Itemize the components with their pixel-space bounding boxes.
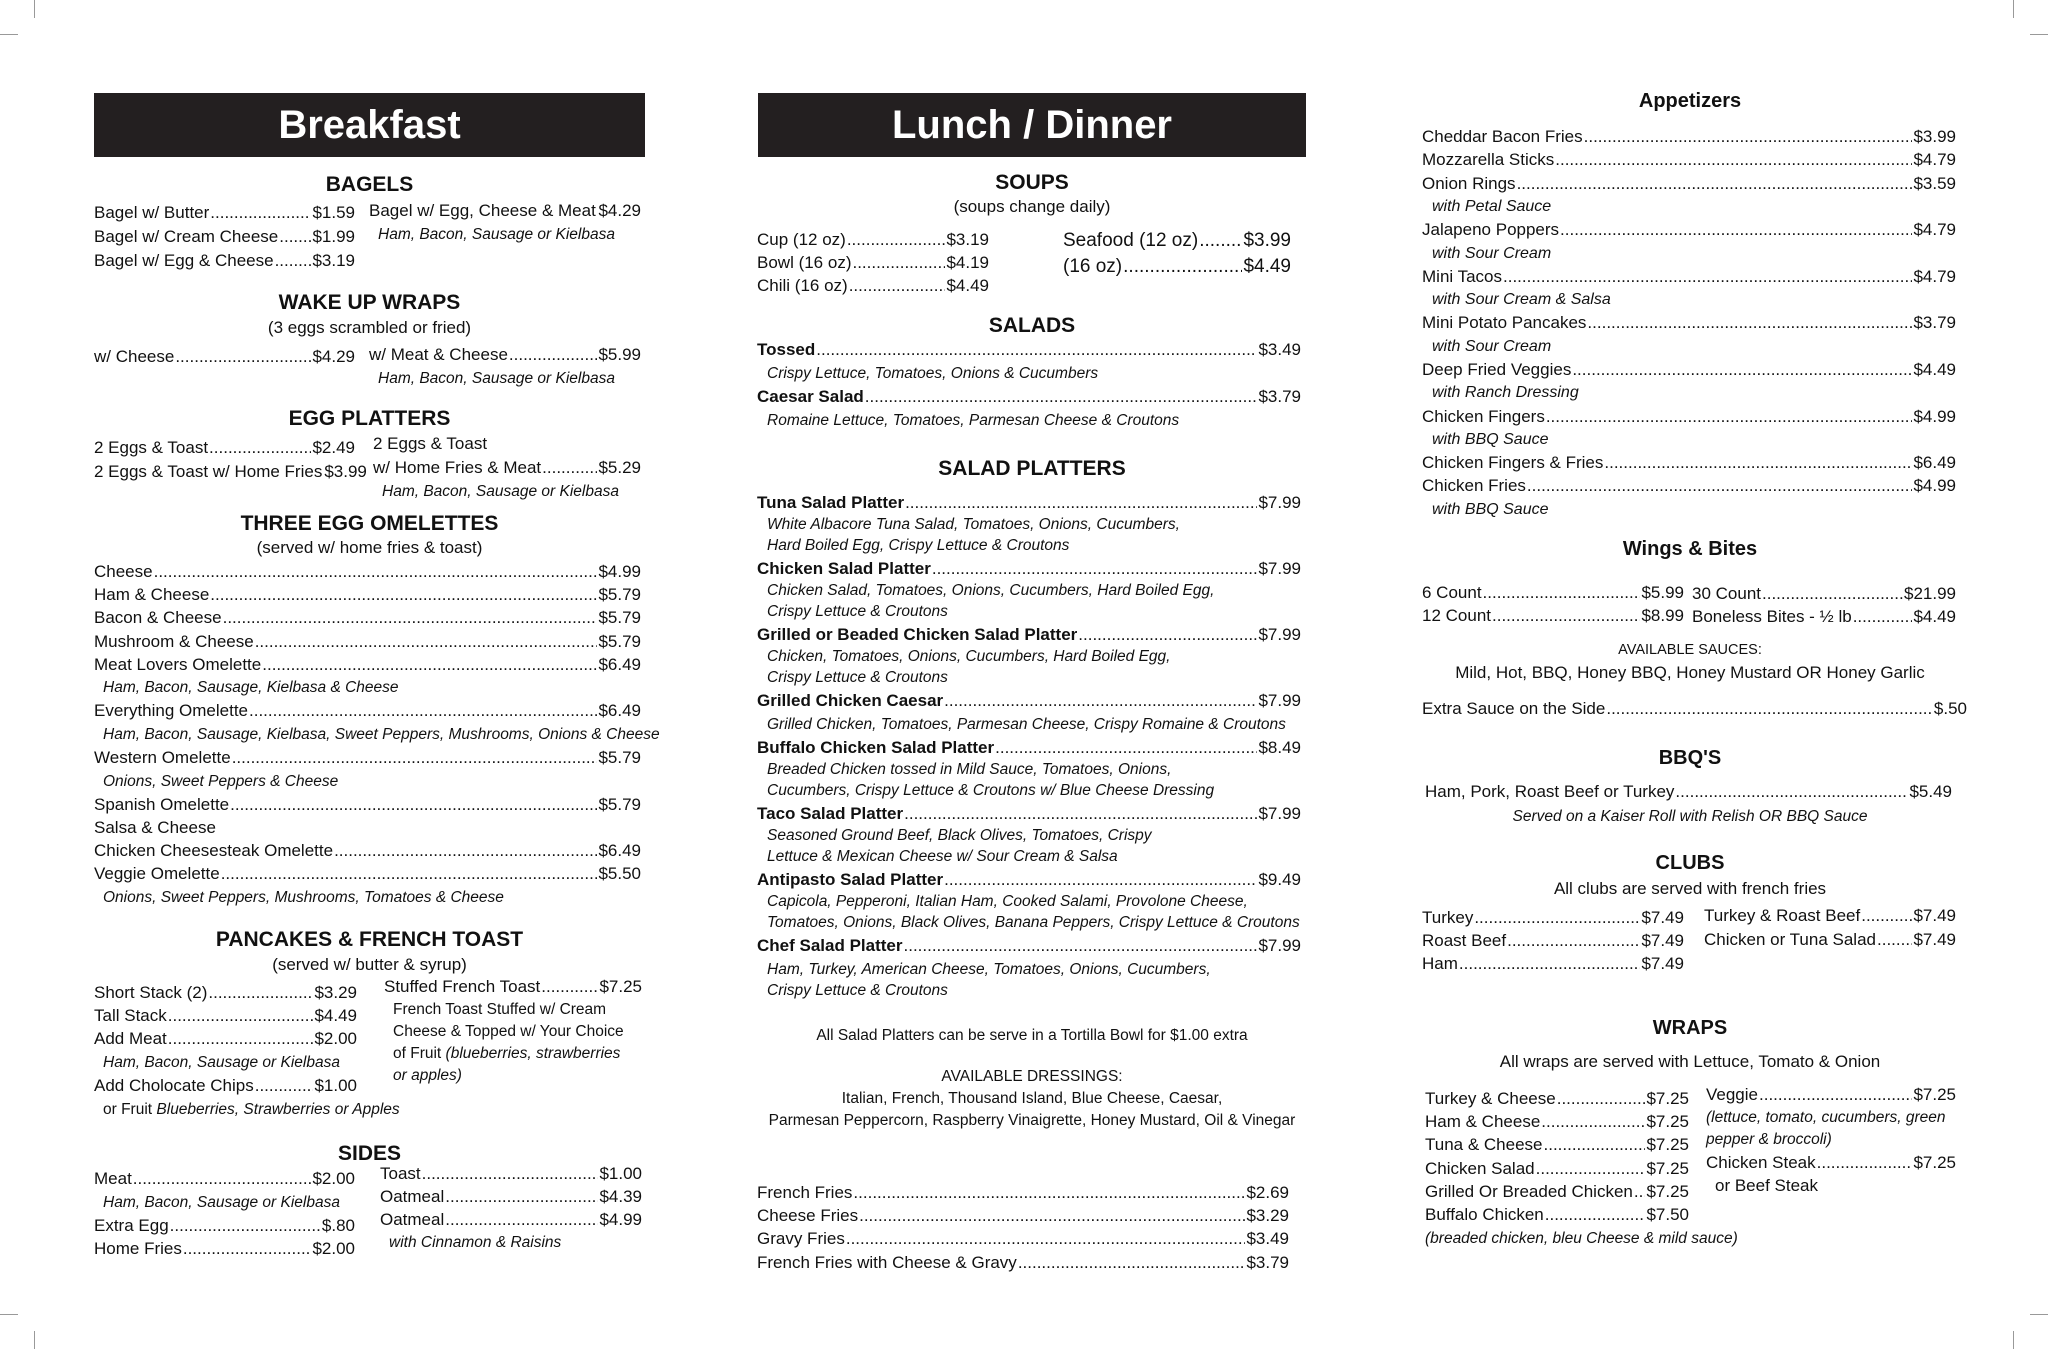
menu-item: Spanish Omelette ..... $5.79 [94, 794, 641, 816]
menu-item-line: Salsa & Cheese [94, 818, 216, 837]
menu-item: Add Cholocate Chips ..... $1.00 [94, 1075, 357, 1097]
menu-item: Add Meat ..... $2.00 [94, 1028, 357, 1050]
item-description: with Sour Cream & Salsa [1432, 291, 1611, 308]
menu-item: Turkey ..... $7.49 [1422, 907, 1684, 929]
menu-item: Chicken Salad Platter ..... $7.99 [757, 558, 1301, 580]
sauces-list: Mild, Hot, BBQ, Honey BBQ, Honey Mustard OR Honey Garlic [1455, 663, 1925, 682]
menu-item: Mozzarella Sticks ..... $4.79 [1422, 149, 1956, 171]
salads-title: SALADS [988, 314, 1076, 337]
menu-item: Buffalo Chicken Salad Platter ..... $8.49 [757, 737, 1301, 759]
item-description: Crispy Lettuce & Croutons [767, 669, 948, 686]
sauces-title: AVAILABLE SAUCES: [1618, 642, 1762, 658]
crop-mark [2013, 1331, 2014, 1349]
item-description: of Fruit (blueberries, strawberries [393, 1045, 621, 1062]
menu-item: Home Fries ..... $2.00 [94, 1238, 355, 1260]
menu-item: Extra Sauce on the Side ..... $.50 [1422, 698, 1967, 720]
menu-item: Ham ..... $7.49 [1422, 953, 1684, 975]
item-description: Ham, Bacon, Sausage, Kielbasa, Sweet Peppers, Mushrooms, Onions & Cheese [103, 726, 660, 743]
menu-item: 30 Count ..... $21.99 [1692, 583, 1956, 605]
menu-item: Chicken Fingers ..... $4.99 [1422, 406, 1956, 428]
menu-item: Veggie Omelette ..... $5.50 [94, 863, 641, 885]
menu-item: Bagel w/ Egg, Cheese & Meat ..... $4.29 [369, 200, 641, 222]
menu-item: w/ Cheese ..... $4.29 [94, 346, 355, 368]
item-description: Crispy Lettuce & Croutons [767, 603, 948, 620]
breakfast-title: Breakfast [278, 102, 461, 147]
menu-item: Chili (16 oz) ..... $4.49 [757, 275, 989, 297]
menu-item: Oatmeal ..... $4.39 [380, 1186, 642, 1208]
menu-item: Veggie ..... $7.25 [1706, 1084, 1956, 1106]
item-description: Crispy Lettuce & Croutons [767, 982, 948, 999]
item-description: Cheese & Topped w/ Your Choice [393, 1023, 624, 1040]
wraps-subtitle: (3 eggs scrambled or fried) [267, 318, 472, 337]
item-description: with Cinnamon & Raisins [389, 1234, 562, 1251]
soups-title: SOUPS [995, 171, 1069, 194]
crop-mark [2030, 34, 2048, 35]
omelettes-subtitle: (served w/ home fries & toast) [256, 538, 483, 557]
menu-item: Turkey & Roast Beef ..... $7.49 [1704, 905, 1956, 927]
item-description: Onions, Sweet Peppers & Cheese [103, 773, 339, 790]
menu-item: Roast Beef ..... $7.49 [1422, 930, 1684, 952]
item-description: Cucumbers, Crispy Lettuce & Croutons w/ Blue Cheese Dressing [767, 782, 1215, 799]
menu-item: Chef Salad Platter ..... $7.99 [757, 935, 1301, 957]
item-description: Tomatoes, Onions, Black Olives, Banana Peppers, Crispy Lettuce & Croutons [767, 914, 1300, 931]
item-description: Crispy Lettuce, Tomatoes, Onions & Cucumbers [767, 365, 1099, 382]
menu-item: Jalapeno Poppers ..... $4.79 [1422, 219, 1956, 241]
sides-title: SIDES [337, 1142, 402, 1165]
menu-item: Everything Omelette ..... $6.49 [94, 700, 641, 722]
menu-item: Bowl (16 oz) ..... $4.19 [757, 252, 989, 274]
bbq-title: BBQ'S [1658, 747, 1722, 769]
item-description: Ham, Bacon, Sausage or Kielbasa [382, 483, 619, 500]
clubs-title: CLUBS [1655, 852, 1725, 874]
menu-item: Antipasto Salad Platter ..... $9.49 [757, 869, 1301, 891]
menu-item: Extra Egg ..... $.80 [94, 1215, 355, 1237]
menu-item: Gravy Fries ..... $3.49 [757, 1228, 1289, 1250]
menu-item: Boneless Bites - ½ lb ..... $4.49 [1692, 606, 1956, 628]
item-description: Ham, Bacon, Sausage or Kielbasa [103, 1054, 340, 1071]
menu-item: Cheese Fries ..... $3.29 [757, 1205, 1289, 1227]
menu-item: Bagel w/ Egg & Cheese ..... $3.19 [94, 250, 355, 272]
item-description: or apples) [393, 1067, 462, 1084]
wings-title: Wings & Bites [1622, 538, 1758, 560]
menu-item: Grilled or Beaded Chicken Salad Platter ..... $7.99 [757, 624, 1301, 646]
menu-item: Bagel w/ Butter ..... $1.59 [94, 202, 355, 224]
menu-item: Tuna & Cheese ..... $7.25 [1425, 1134, 1689, 1156]
menu-item: Stuffed French Toast ..... $7.25 [384, 976, 642, 998]
soups-subtitle: (soups change daily) [953, 197, 1111, 216]
menu-item: Mini Tacos ..... $4.79 [1422, 266, 1956, 288]
item-description: Lettuce & Mexican Cheese w/ Sour Cream & Salsa [767, 848, 1118, 865]
menu-item: Tossed ..... $3.49 [757, 339, 1301, 361]
item-description: with Sour Cream [1432, 338, 1552, 355]
item-description: Ham, Bacon, Sausage or Kielbasa [378, 226, 615, 243]
menu-item: Ham, Pork, Roast Beef or Turkey ..... $5.49 [1425, 781, 1952, 803]
item-description: French Toast Stuffed w/ Cream [393, 1001, 607, 1018]
item-description: Chicken Salad, Tomatoes, Onions, Cucumbers, Hard Boiled Egg, [767, 582, 1215, 599]
menu-item: 12 Count ..... $8.99 [1422, 605, 1684, 627]
dressings-line: Italian, French, Thousand Island, Blue Cheese, Caesar, [841, 1090, 1223, 1107]
menu-item: Grilled Chicken Caesar ..... $7.99 [757, 690, 1301, 712]
item-description: (breaded chicken, bleu Cheese & mild sauce) [1425, 1230, 1738, 1247]
item-description: or Fruit Blueberries, Strawberries or Apples [103, 1101, 400, 1118]
tortilla-note: All Salad Platters can be serve in a Tortilla Bowl for $1.00 extra [816, 1027, 1248, 1044]
menu-item: 6 Count ..... $5.99 [1422, 582, 1684, 604]
wraps-title: WAKE UP WRAPS [278, 291, 461, 314]
menu-item: Seafood (12 oz) ..... $3.99 [1063, 230, 1291, 252]
menu-item: Bacon & Cheese ..... $5.79 [94, 607, 641, 629]
menu-item: Cheddar Bacon Fries ..... $3.99 [1422, 126, 1956, 148]
item-description: with Petal Sauce [1432, 198, 1552, 215]
menu-item: Grilled Or Breaded Chicken ..... $7.25 [1425, 1181, 1689, 1203]
menu-item: Chicken Salad ..... $7.25 [1425, 1158, 1689, 1180]
menu-item: Ham & Cheese ..... $7.25 [1425, 1111, 1689, 1133]
pancakes-subtitle: (served w/ butter & syrup) [272, 955, 467, 974]
menu-item: Taco Salad Platter ..... $7.99 [757, 803, 1301, 825]
item-description: with Ranch Dressing [1432, 384, 1579, 401]
menu-item: (16 oz) ..... $4.49 [1063, 256, 1291, 278]
menu-item: Chicken Fries ..... $4.99 [1422, 475, 1956, 497]
crop-mark [34, 0, 35, 18]
dressings-title: AVAILABLE DRESSINGS: [941, 1068, 1123, 1085]
pancakes-title: PANCAKES & FRENCH TOAST [215, 928, 524, 951]
menu-item: Deep Fried Veggies ..... $4.49 [1422, 359, 1956, 381]
menu-item: Cup (12 oz) ..... $3.19 [757, 229, 989, 251]
menu-item: Buffalo Chicken ..... $7.50 [1425, 1204, 1689, 1226]
menu-item: Meat ..... $2.00 [94, 1168, 355, 1190]
menu-item: Oatmeal ..... $4.99 [380, 1209, 642, 1231]
menu-item: French Fries ..... $2.69 [757, 1182, 1289, 1204]
menu-item: w/ Home Fries & Meat ..... $5.29 [373, 457, 641, 479]
item-description: White Albacore Tuna Salad, Tomatoes, Onions, Cucumbers, [767, 516, 1180, 533]
menu-item: Caesar Salad ..... $3.79 [757, 386, 1301, 408]
item-description: Ham, Turkey, American Cheese, Tomatoes, Onions, Cucumbers, [767, 961, 1211, 978]
item-description: pepper & broccoli) [1706, 1131, 1832, 1148]
menu-item-line: 2 Eggs & Toast [373, 434, 488, 453]
salad-platters-title: SALAD PLATTERS [938, 457, 1126, 480]
menu-item: Chicken or Tuna Salad ..... $7.49 [1704, 929, 1956, 951]
menu-item: Onion Rings ..... $3.59 [1422, 173, 1956, 195]
item-description: with BBQ Sauce [1432, 431, 1549, 448]
lunch-banner [758, 93, 1306, 157]
item-description: Capicola, Pepperoni, Italian Ham, Cooked Salami, Provolone Cheese, [767, 893, 1248, 910]
item-description: Breaded Chicken tossed in Mild Sauce, Tomatoes, Onions, [767, 761, 1172, 778]
menu-item: 2 Eggs & Toast ..... $2.49 [94, 437, 355, 459]
menu-item: w/ Meat & Cheese ..... $5.99 [369, 344, 641, 366]
menu-item: Short Stack (2) ..... $3.29 [94, 982, 357, 1004]
menu-item: Toast ..... $1.00 [380, 1163, 642, 1185]
crop-mark [0, 34, 18, 35]
breakfast-banner [94, 93, 645, 157]
clubs-subtitle: All clubs are served with french fries [1553, 879, 1827, 898]
item-description: with Sour Cream [1432, 245, 1552, 262]
menu-item: Chicken Steak ..... $7.25 [1706, 1152, 1956, 1174]
menu-item: Ham & Cheese ..... $5.79 [94, 584, 641, 606]
menu-item: Chicken Cheesesteak Omelette ..... $6.49 [94, 840, 641, 862]
item-description: Chicken, Tomatoes, Onions, Cucumbers, Hard Boiled Egg, [767, 648, 1171, 665]
crop-mark [0, 1314, 18, 1315]
appetizers-title: Appetizers [1638, 90, 1742, 112]
menu-item: Meat Lovers Omelette ..... $6.49 [94, 654, 641, 676]
dressings-line: Parmesan Peppercorn, Raspberry Vinaigrette, Honey Mustard, Oil & Vinegar [768, 1112, 1296, 1129]
menu-item: Cheese ..... $4.99 [94, 561, 641, 583]
item-description: with BBQ Sauce [1432, 501, 1549, 518]
menu-item: Mini Potato Pancakes ..... $3.79 [1422, 312, 1956, 334]
item-description: Served on a Kaiser Roll with Relish OR BBQ Sauce [1512, 808, 1868, 825]
menu-item: Mushroom & Cheese ..... $5.79 [94, 631, 641, 653]
item-description: Grilled Chicken, Tomatoes, Parmesan Cheese, Crispy Romaine & Croutons [767, 716, 1286, 733]
menu-item: Tall Stack ..... $4.49 [94, 1005, 357, 1027]
item-description: Romaine Lettuce, Tomatoes, Parmesan Cheese & Croutons [767, 412, 1180, 429]
menu-item: Tuna Salad Platter ..... $7.99 [757, 492, 1301, 514]
item-description: Ham, Bacon, Sausage or Kielbasa [103, 1194, 340, 1211]
crop-mark [2030, 1314, 2048, 1315]
item-description: Seasoned Ground Beef, Black Olives, Tomatoes, Crispy [767, 827, 1152, 844]
item-description: Ham, Bacon, Sausage, Kielbasa & Cheese [103, 679, 399, 696]
menu-item: Western Omelette ..... $5.79 [94, 747, 641, 769]
omelettes-title: THREE EGG OMELETTES [240, 512, 499, 535]
menu-item: Turkey & Cheese ..... $7.25 [1425, 1088, 1689, 1110]
crop-mark [34, 1331, 35, 1349]
wraps-title: WRAPS [1652, 1017, 1728, 1039]
bagels-title: BAGELS [325, 173, 414, 196]
lunch-title: Lunch / Dinner [892, 102, 1172, 147]
menu-item: Chicken Fingers & Fries ..... $6.49 [1422, 452, 1956, 474]
item-description: Onions, Sweet Peppers, Mushrooms, Tomatoes & Cheese [103, 889, 504, 906]
item-description: (lettuce, tomato, cucumbers, green [1706, 1109, 1946, 1126]
menu-item: 2 Eggs & Toast w/ Home Fries $3.99 [94, 462, 367, 481]
wraps-subtitle: All wraps are served with Lettuce, Tomato & Onion [1499, 1052, 1881, 1071]
menu-item: French Fries with Cheese & Gravy ..... $3.79 [757, 1252, 1289, 1274]
item-description: Hard Boiled Egg, Crispy Lettuce & Croutons [767, 537, 1070, 554]
menu-item: Bagel w/ Cream Cheese ..... $1.99 [94, 226, 355, 248]
item-description: or Beef Steak [1715, 1176, 1819, 1195]
item-description: Ham, Bacon, Sausage or Kielbasa [378, 370, 615, 387]
crop-mark [2013, 0, 2014, 18]
egg-platters-title: EGG PLATTERS [288, 407, 451, 430]
